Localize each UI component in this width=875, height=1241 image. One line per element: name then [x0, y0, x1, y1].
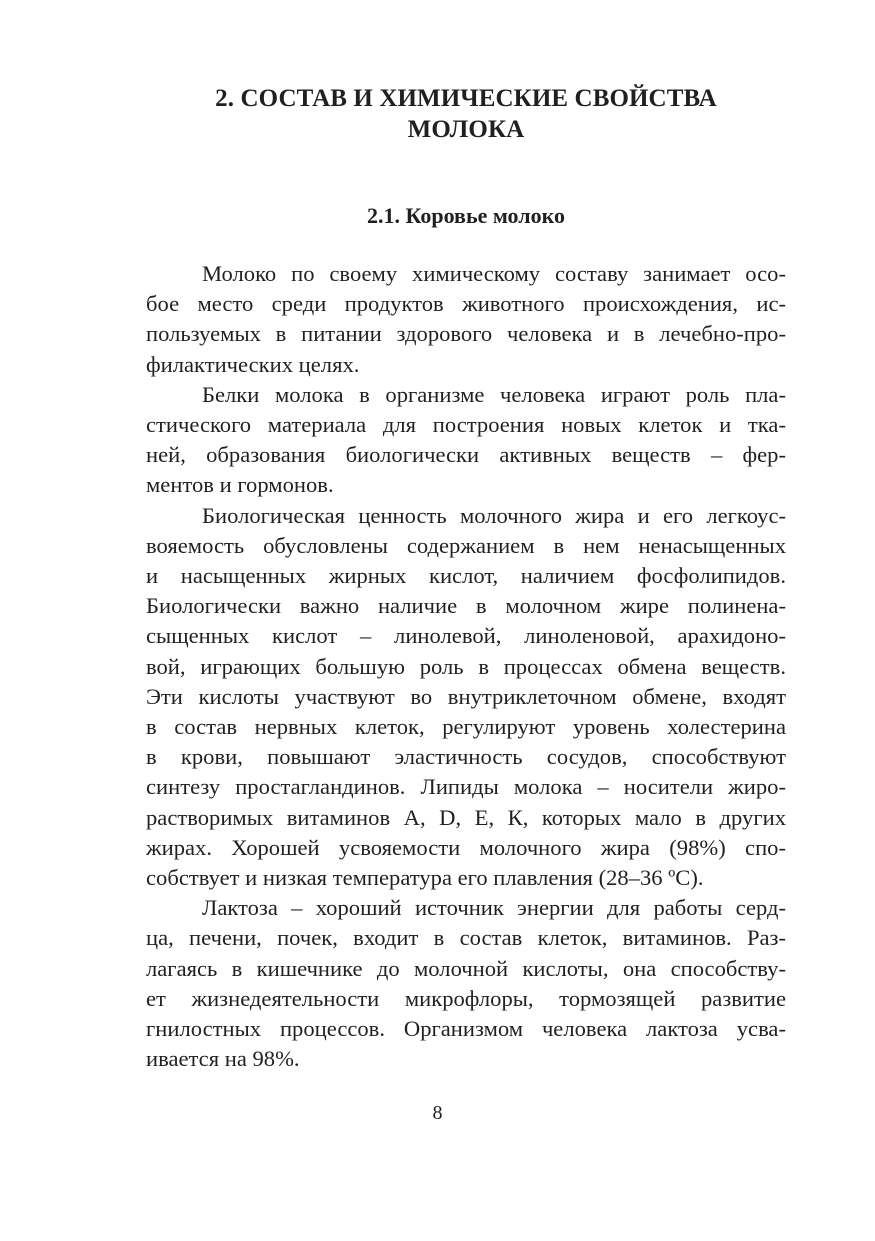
- text-line: сыщенных кислот – линолевой, линоленовой, арахидоно-: [146, 623, 786, 649]
- section-title: 2.1. Коровье молоко: [367, 203, 565, 228]
- paragraph-4: [146, 893, 786, 1074]
- text-line: ней, образования биологически активных веществ – фер-: [146, 442, 786, 468]
- text-line: бое место среди продуктов животного происхождения, ис-: [146, 291, 786, 317]
- text-line: гнилостных процессов. Организмом человека лактоза усва-: [146, 1016, 786, 1042]
- body-text: [146, 259, 786, 1074]
- text-line: в крови, повышают эластичность сосудов, способствуют: [146, 744, 786, 770]
- paragraph-1: [146, 259, 786, 380]
- text-line: стического материала для построения новых клеток и тка-: [146, 412, 786, 438]
- chapter-title-line-2: МОЛОКА: [407, 116, 525, 143]
- chapter-title-line-1: 2. СОСТАВ И ХИМИЧЕСКИЕ СВОЙСТВА: [215, 85, 717, 112]
- text-line: ментов и гормонов.: [146, 472, 334, 498]
- paragraph-2: [146, 380, 786, 501]
- text-line: пользуемых в питании здорового человека и в лечебно-про-: [146, 321, 786, 347]
- text-line: собствует и низкая температура его плавления (28–36 ºС).: [146, 865, 704, 891]
- text-line: и насыщенных жирных кислот, наличием фосфолипидов.: [146, 563, 786, 589]
- text-line: вой, играющих большую роль в процессах обмена веществ.: [146, 653, 786, 679]
- paragraph-3: [146, 501, 786, 894]
- text-line: Эти кислоты участвуют во внутриклеточном обмене, входят: [146, 683, 786, 709]
- page-number: 8: [432, 1102, 443, 1124]
- text-line: ца, печени, почек, входит в состав клеток, витаминов. Раз-: [146, 925, 786, 951]
- text-line: Молоко по своему химическому составу занимает осо-: [202, 261, 786, 286]
- text-line: лагаясь в кишечнике до молочной кислоты, она способству-: [146, 955, 786, 981]
- text-line: Биологическая ценность молочного жира и его легкоус-: [202, 502, 786, 528]
- text-line: филактических целях.: [146, 351, 360, 377]
- text-line: синтезу простагландинов. Липиды молока – носители жиро-: [146, 774, 786, 800]
- text-line: ивается на 98%.: [146, 1046, 300, 1072]
- text-line: ет жизнедеятельности микрофлоры, тормозящей развитие: [146, 985, 786, 1011]
- text-line: Белки молока в организме человека играют роль пла-: [202, 381, 786, 407]
- text-line: вояемость обусловлены содержанием в нем ненасыщенных: [146, 532, 786, 558]
- text-line: Лактоза – хороший источник энергии для работы серд-: [202, 895, 786, 921]
- text-line: в состав нервных клеток, регулируют уровень холестерина: [146, 714, 786, 740]
- text-line: жирах. Хорошей усвояемости молочного жира (98%) спо-: [146, 834, 786, 860]
- text-line: Биологически важно наличие в молочном жире полинена-: [146, 593, 786, 619]
- text-line: растворимых витаминов A, D, E, К, которых мало в других: [146, 804, 786, 830]
- chapter-title: [146, 83, 786, 145]
